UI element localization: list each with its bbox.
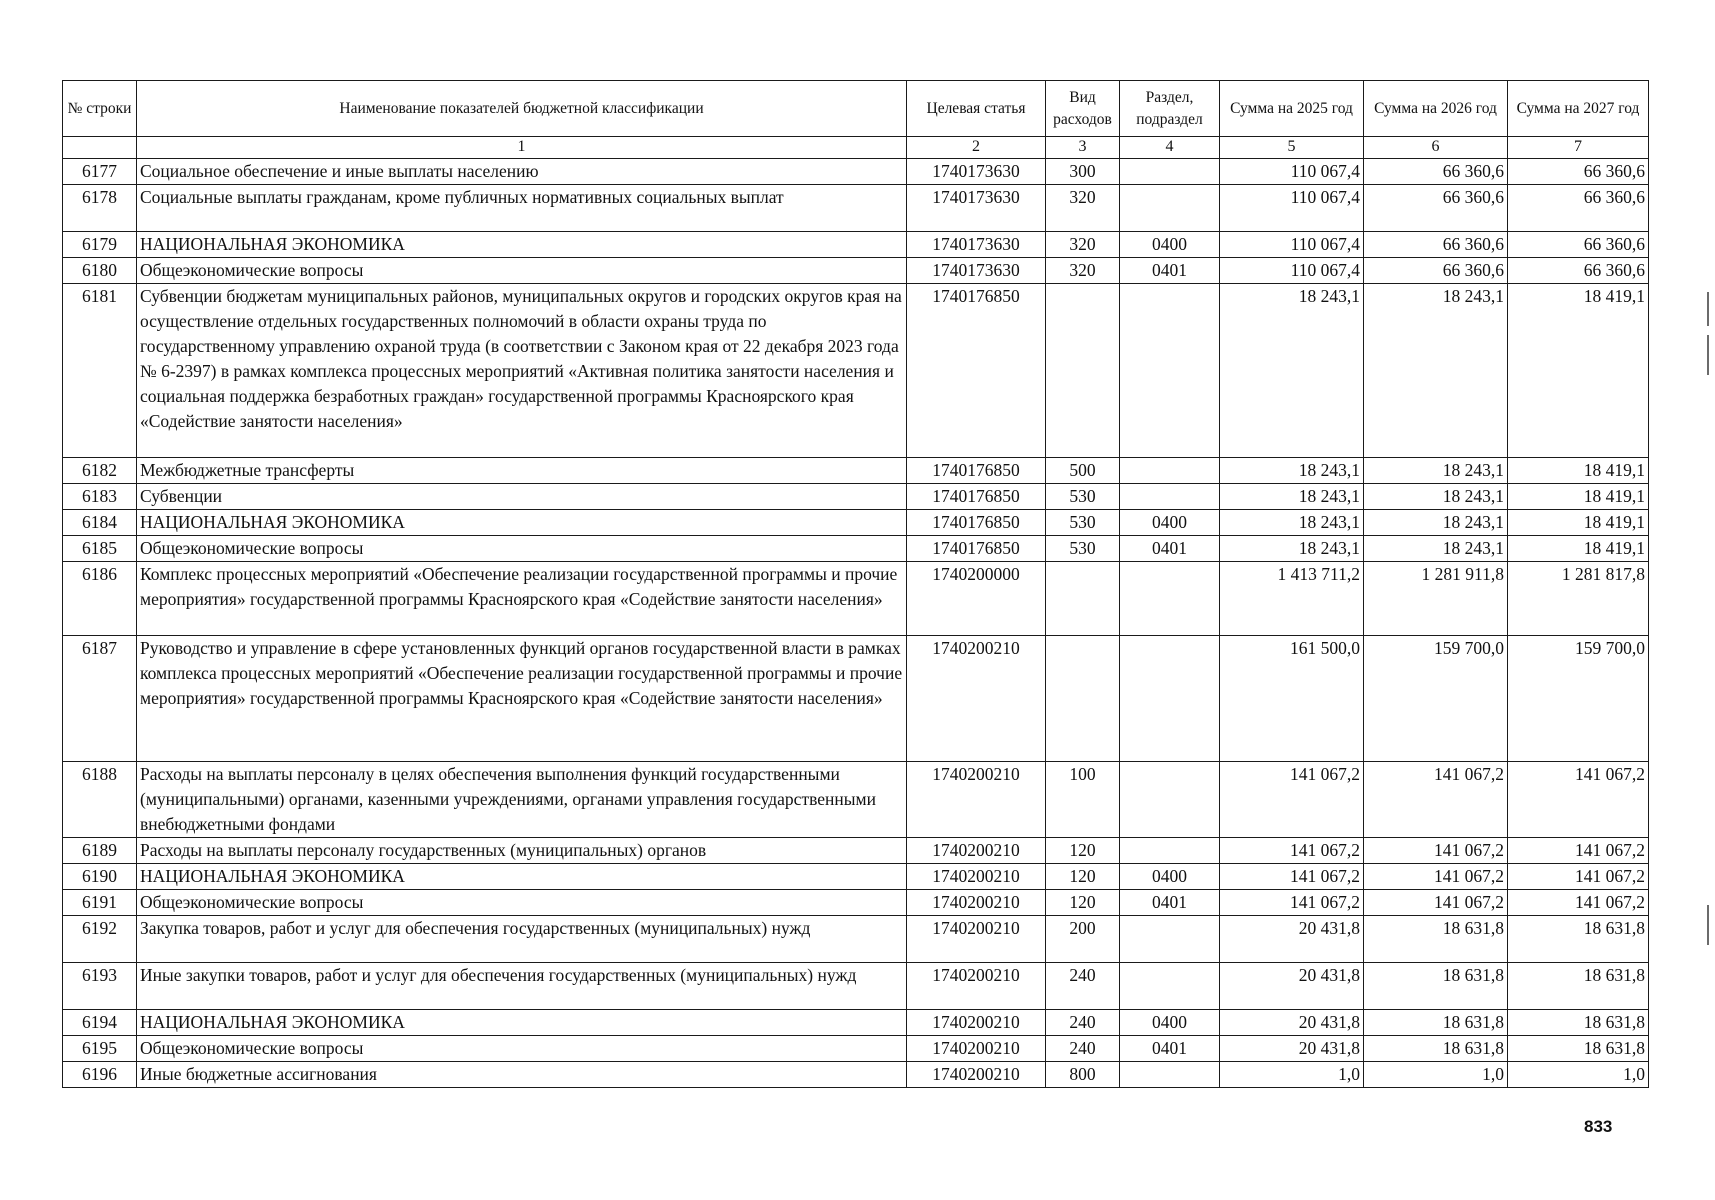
- row-name: Субвенции бюджетам муниципальных районов, муниципальных округов и городских округов края на осуществление отдельных государственных полномочий в области охраны труда по государственному управлению охраной труда (в соответствии с Законом края от 22 декабря 2023 года № 6-2397) в рамках комплекса процессных мероприятий «Активная политика занятости населения и социальная поддержка безработных граждан» государственной программы Красноярского края «Содействие занятости населения»: [137, 284, 907, 458]
- row-sum-2027: 1,0: [1508, 1062, 1649, 1088]
- table-row: [63, 1062, 1649, 1088]
- header-sum-2025: Сумма на 2025 год: [1220, 81, 1364, 137]
- header-row-no: № строки: [63, 81, 137, 137]
- row-name: Общеэкономические вопросы: [137, 258, 907, 284]
- row-section: 0401: [1120, 536, 1220, 562]
- row-number: 6193: [63, 963, 137, 1010]
- row-sum-2025: 110 067,4: [1220, 232, 1364, 258]
- row-expense-type: 320: [1046, 185, 1120, 232]
- row-section: 0400: [1120, 1010, 1220, 1036]
- row-section: [1120, 484, 1220, 510]
- row-sum-2025: 1 413 711,2: [1220, 562, 1364, 636]
- row-sum-2026: 66 360,6: [1364, 159, 1508, 185]
- row-number: 6195: [63, 1036, 137, 1062]
- row-expense-type: 240: [1046, 963, 1120, 1010]
- row-target-article: 1740200000: [907, 562, 1046, 636]
- row-sum-2027: 66 360,6: [1508, 232, 1649, 258]
- row-name: Субвенции: [137, 484, 907, 510]
- row-target-article: 1740200210: [907, 1010, 1046, 1036]
- row-number: 6181: [63, 284, 137, 458]
- row-sum-2025: 141 067,2: [1220, 890, 1364, 916]
- row-sum-2026: 66 360,6: [1364, 258, 1508, 284]
- row-sum-2026: 18 631,8: [1364, 916, 1508, 963]
- row-sum-2026: 141 067,2: [1364, 762, 1508, 838]
- row-sum-2025: 110 067,4: [1220, 258, 1364, 284]
- row-sum-2026: 159 700,0: [1364, 636, 1508, 762]
- table-row: [63, 562, 1649, 636]
- row-sum-2027: 66 360,6: [1508, 159, 1649, 185]
- row-sum-2027: 18 419,1: [1508, 484, 1649, 510]
- row-sum-2026: 18 631,8: [1364, 1036, 1508, 1062]
- row-sum-2025: 141 067,2: [1220, 864, 1364, 890]
- table-row: [63, 916, 1649, 963]
- row-target-article: 1740200210: [907, 916, 1046, 963]
- row-name: НАЦИОНАЛЬНАЯ ЭКОНОМИКА: [137, 1010, 907, 1036]
- row-sum-2027: 159 700,0: [1508, 636, 1649, 762]
- row-sum-2025: 141 067,2: [1220, 762, 1364, 838]
- row-expense-type: [1046, 284, 1120, 458]
- row-number: 6190: [63, 864, 137, 890]
- budget-table: [62, 80, 1649, 1088]
- row-name: Закупка товаров, работ и услуг для обеспечения государственных (муниципальных) нужд: [137, 916, 907, 963]
- row-sum-2026: 141 067,2: [1364, 890, 1508, 916]
- header-sum-2027: Сумма на 2027 год: [1508, 81, 1649, 137]
- table-row: [63, 536, 1649, 562]
- row-section: 0400: [1120, 510, 1220, 536]
- table-row: [63, 838, 1649, 864]
- row-name: НАЦИОНАЛЬНАЯ ЭКОНОМИКА: [137, 232, 907, 258]
- table-row: [63, 864, 1649, 890]
- row-name: Межбюджетные трансферты: [137, 458, 907, 484]
- table-row: [63, 232, 1649, 258]
- row-sum-2027: 18 419,1: [1508, 458, 1649, 484]
- row-number: 6196: [63, 1062, 137, 1088]
- row-expense-type: [1046, 562, 1120, 636]
- row-sum-2026: 141 067,2: [1364, 838, 1508, 864]
- row-sum-2025: 110 067,4: [1220, 185, 1364, 232]
- row-target-article: 1740200210: [907, 838, 1046, 864]
- column-number: 6: [1364, 137, 1508, 159]
- row-sum-2025: 141 067,2: [1220, 838, 1364, 864]
- row-expense-type: 530: [1046, 510, 1120, 536]
- page-number: 833: [1584, 1117, 1613, 1136]
- row-section: [1120, 762, 1220, 838]
- row-sum-2027: 66 360,6: [1508, 258, 1649, 284]
- row-sum-2027: 18 631,8: [1508, 963, 1649, 1010]
- row-expense-type: 240: [1046, 1036, 1120, 1062]
- row-sum-2027: 66 360,6: [1508, 185, 1649, 232]
- row-expense-type: 320: [1046, 258, 1120, 284]
- row-sum-2026: 18 243,1: [1364, 484, 1508, 510]
- row-sum-2027: 141 067,2: [1508, 864, 1649, 890]
- row-target-article: 1740200210: [907, 1062, 1046, 1088]
- row-target-article: 1740200210: [907, 762, 1046, 838]
- row-section: 0401: [1120, 258, 1220, 284]
- row-number: 6178: [63, 185, 137, 232]
- row-number: 6185: [63, 536, 137, 562]
- row-section: [1120, 636, 1220, 762]
- row-name: Социальные выплаты гражданам, кроме публичных нормативных социальных выплат: [137, 185, 907, 232]
- row-sum-2026: 141 067,2: [1364, 864, 1508, 890]
- scan-mark: [1707, 292, 1709, 326]
- row-section: [1120, 916, 1220, 963]
- row-name: Комплекс процессных мероприятий «Обеспечение реализации государственной программы и прочие мероприятия» государственной программы Красноярского края «Содействие занятости населения»: [137, 562, 907, 636]
- row-expense-type: 500: [1046, 458, 1120, 484]
- table-row: [63, 1010, 1649, 1036]
- header-expense-type: Вид расходов: [1046, 81, 1120, 137]
- row-number: 6189: [63, 838, 137, 864]
- row-target-article: 1740173630: [907, 159, 1046, 185]
- row-number: 6182: [63, 458, 137, 484]
- row-name: Руководство и управление в сфере установленных функций органов государственной власти в рамках комплекса процессных мероприятий «Обеспечение реализации государственной программы и прочие мероприятия» государственной программы Красноярского края «Содействие занятости населения»: [137, 636, 907, 762]
- row-sum-2027: 141 067,2: [1508, 890, 1649, 916]
- row-sum-2025: 18 243,1: [1220, 484, 1364, 510]
- row-number: 6194: [63, 1010, 137, 1036]
- row-section: 0401: [1120, 890, 1220, 916]
- row-name: Расходы на выплаты персоналу государственных (муниципальных) органов: [137, 838, 907, 864]
- row-sum-2027: 141 067,2: [1508, 762, 1649, 838]
- row-target-article: 1740176850: [907, 484, 1046, 510]
- row-target-article: 1740176850: [907, 536, 1046, 562]
- table-row: [63, 510, 1649, 536]
- row-sum-2027: 18 631,8: [1508, 1010, 1649, 1036]
- row-section: [1120, 185, 1220, 232]
- row-sum-2025: 161 500,0: [1220, 636, 1364, 762]
- row-sum-2026: 18 631,8: [1364, 963, 1508, 1010]
- row-name: Общеэкономические вопросы: [137, 1036, 907, 1062]
- table-row: [63, 159, 1649, 185]
- row-number: 6188: [63, 762, 137, 838]
- row-name: Расходы на выплаты персоналу в целях обеспечения выполнения функций государственными (муниципальными) органами, казенными учреждениями, органами управления государственными внебюджетными фондами: [137, 762, 907, 838]
- row-expense-type: 530: [1046, 536, 1120, 562]
- row-sum-2027: 18 631,8: [1508, 916, 1649, 963]
- row-section: 0400: [1120, 864, 1220, 890]
- row-section: [1120, 963, 1220, 1010]
- row-sum-2027: 18 631,8: [1508, 1036, 1649, 1062]
- row-sum-2026: 66 360,6: [1364, 232, 1508, 258]
- row-number: 6184: [63, 510, 137, 536]
- scan-mark: [1707, 905, 1709, 945]
- column-number: 7: [1508, 137, 1649, 159]
- header-section: Раздел, подраздел: [1120, 81, 1220, 137]
- row-expense-type: 320: [1046, 232, 1120, 258]
- table-row: [63, 484, 1649, 510]
- row-target-article: 1740200210: [907, 1036, 1046, 1062]
- table-row: [63, 890, 1649, 916]
- row-sum-2025: 20 431,8: [1220, 963, 1364, 1010]
- row-number: 6186: [63, 562, 137, 636]
- row-sum-2026: 18 243,1: [1364, 510, 1508, 536]
- row-target-article: 1740200210: [907, 864, 1046, 890]
- row-expense-type: 120: [1046, 890, 1120, 916]
- row-sum-2027: 18 419,1: [1508, 510, 1649, 536]
- row-sum-2025: 18 243,1: [1220, 284, 1364, 458]
- row-name: Иные закупки товаров, работ и услуг для обеспечения государственных (муниципальных) нужд: [137, 963, 907, 1010]
- row-sum-2026: 18 631,8: [1364, 1010, 1508, 1036]
- row-name: Социальное обеспечение и иные выплаты населению: [137, 159, 907, 185]
- row-sum-2026: 18 243,1: [1364, 536, 1508, 562]
- row-sum-2025: 20 431,8: [1220, 1036, 1364, 1062]
- row-target-article: 1740176850: [907, 510, 1046, 536]
- table-row: [63, 636, 1649, 762]
- row-expense-type: 530: [1046, 484, 1120, 510]
- row-number: 6183: [63, 484, 137, 510]
- column-number: 4: [1120, 137, 1220, 159]
- row-section: [1120, 159, 1220, 185]
- row-number: 6180: [63, 258, 137, 284]
- table-row: [63, 762, 1649, 838]
- row-sum-2026: 66 360,6: [1364, 185, 1508, 232]
- row-sum-2025: 20 431,8: [1220, 1010, 1364, 1036]
- row-sum-2025: 1,0: [1220, 1062, 1364, 1088]
- row-sum-2027: 141 067,2: [1508, 838, 1649, 864]
- row-number: 6187: [63, 636, 137, 762]
- row-sum-2025: 18 243,1: [1220, 536, 1364, 562]
- row-expense-type: 100: [1046, 762, 1120, 838]
- column-number: [63, 137, 137, 159]
- row-section: [1120, 838, 1220, 864]
- row-expense-type: 120: [1046, 864, 1120, 890]
- row-number: 6179: [63, 232, 137, 258]
- row-target-article: 1740200210: [907, 636, 1046, 762]
- row-number: 6177: [63, 159, 137, 185]
- row-expense-type: 300: [1046, 159, 1120, 185]
- row-section: [1120, 284, 1220, 458]
- row-sum-2026: 1 281 911,8: [1364, 562, 1508, 636]
- column-number: 2: [907, 137, 1046, 159]
- table-row: [63, 185, 1649, 232]
- header-target: Целевая статья: [907, 81, 1046, 137]
- column-number: 5: [1220, 137, 1364, 159]
- table-row: [63, 284, 1649, 458]
- row-section: [1120, 1062, 1220, 1088]
- table-row: [63, 258, 1649, 284]
- table-row: [63, 458, 1649, 484]
- row-expense-type: 240: [1046, 1010, 1120, 1036]
- row-target-article: 1740173630: [907, 232, 1046, 258]
- row-sum-2026: 18 243,1: [1364, 458, 1508, 484]
- row-target-article: 1740176850: [907, 284, 1046, 458]
- row-target-article: 1740176850: [907, 458, 1046, 484]
- row-sum-2026: 1,0: [1364, 1062, 1508, 1088]
- row-target-article: 1740173630: [907, 185, 1046, 232]
- row-section: 0401: [1120, 1036, 1220, 1062]
- table-row: [63, 1036, 1649, 1062]
- row-section: [1120, 458, 1220, 484]
- column-number: 1: [137, 137, 907, 159]
- row-number: 6191: [63, 890, 137, 916]
- row-expense-type: 200: [1046, 916, 1120, 963]
- scan-mark: [1707, 335, 1709, 375]
- row-sum-2025: 18 243,1: [1220, 510, 1364, 536]
- row-section: [1120, 562, 1220, 636]
- row-name: НАЦИОНАЛЬНАЯ ЭКОНОМИКА: [137, 864, 907, 890]
- row-name: НАЦИОНАЛЬНАЯ ЭКОНОМИКА: [137, 510, 907, 536]
- row-target-article: 1740173630: [907, 258, 1046, 284]
- row-sum-2027: 1 281 817,8: [1508, 562, 1649, 636]
- row-expense-type: 120: [1046, 838, 1120, 864]
- row-target-article: 1740200210: [907, 963, 1046, 1010]
- row-sum-2025: 20 431,8: [1220, 916, 1364, 963]
- row-number: 6192: [63, 916, 137, 963]
- row-sum-2026: 18 243,1: [1364, 284, 1508, 458]
- row-sum-2025: 18 243,1: [1220, 458, 1364, 484]
- row-target-article: 1740200210: [907, 890, 1046, 916]
- row-sum-2027: 18 419,1: [1508, 284, 1649, 458]
- row-name: Общеэкономические вопросы: [137, 890, 907, 916]
- row-section: 0400: [1120, 232, 1220, 258]
- header-name: Наименование показателей бюджетной классификации: [137, 81, 907, 137]
- header-sum-2026: Сумма на 2026 год: [1364, 81, 1508, 137]
- row-sum-2027: 18 419,1: [1508, 536, 1649, 562]
- column-number: 3: [1046, 137, 1120, 159]
- row-expense-type: [1046, 636, 1120, 762]
- row-name: Общеэкономические вопросы: [137, 536, 907, 562]
- table-row: [63, 963, 1649, 1010]
- row-name: Иные бюджетные ассигнования: [137, 1062, 907, 1088]
- row-sum-2025: 110 067,4: [1220, 159, 1364, 185]
- row-expense-type: 800: [1046, 1062, 1120, 1088]
